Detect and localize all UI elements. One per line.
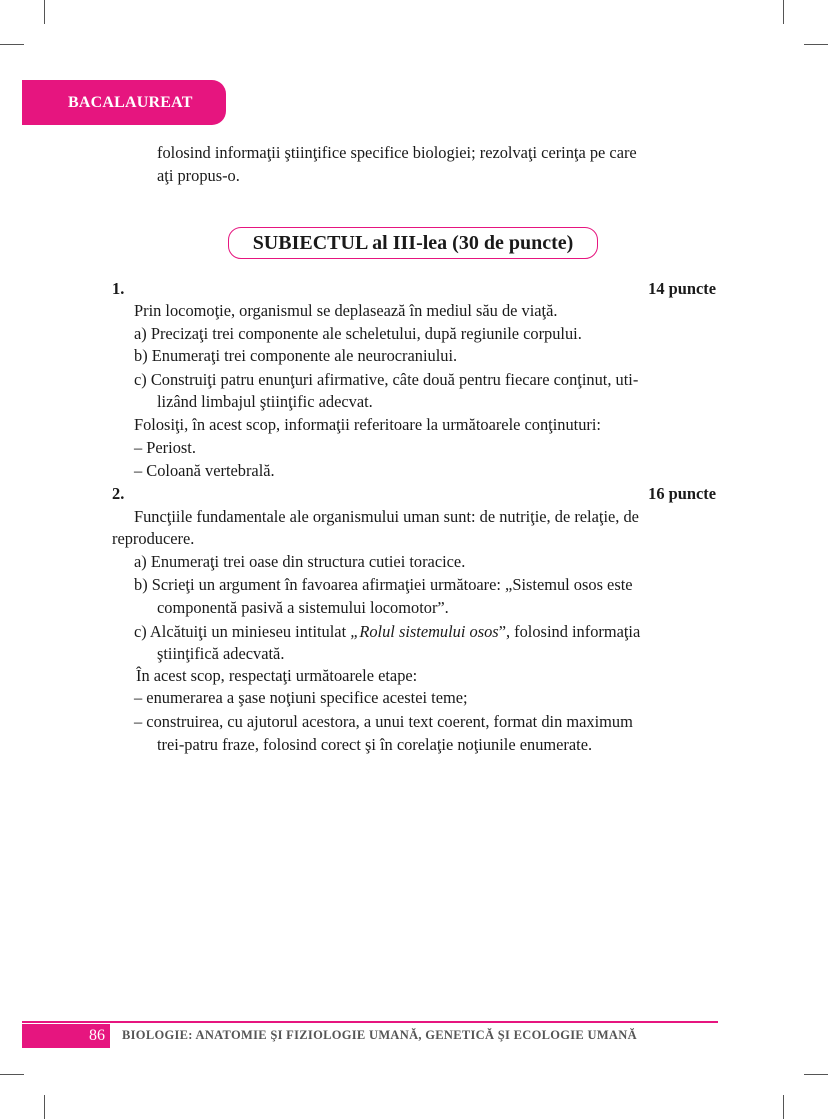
crop-mark [0, 1074, 24, 1075]
crop-mark [783, 0, 784, 24]
q2-dash-1: – enumerarea a şase noţiuni specifice acestei teme; [134, 688, 468, 707]
q1-item-a: a) Precizaţi trei componente ale scheletului, după regiunile corpului. [134, 324, 582, 343]
q2-item-c-pre: c) Alcătuiţi un minieseu intitulat [134, 622, 351, 641]
q1-item-c-line2: lizând limbajul ştiinţific adecvat. [157, 392, 373, 411]
section-badge: BACALAUREAT [22, 80, 226, 125]
q2-intro-line2: reproducere. [112, 529, 195, 548]
q1-number: 1. [112, 279, 125, 298]
crop-mark [0, 44, 24, 45]
q1-dash-1: – Periost. [134, 438, 196, 457]
q2-points: 16 puncte [648, 484, 716, 503]
q2-item-a: a) Enumeraţi trei oase din structura cutiei toracice. [134, 552, 466, 571]
q1-dash-2: – Coloană vertebrală. [134, 461, 275, 480]
footer-divider [22, 1021, 718, 1023]
q2-item-c-post: ”, folosind informaţia [498, 622, 641, 641]
q1-item-b: b) Enumeraţi trei componente ale neurocraniului. [134, 346, 458, 365]
q2-steps: În acest scop, respectaţi următoarele etape: [136, 666, 418, 685]
crop-mark [44, 1095, 45, 1119]
essay-title: „Rolul sistemului osos [350, 622, 499, 641]
book-title: BIOLOGIE: ANATOMIE ŞI FIZIOLOGIE UMANĂ, GENETICĂ ŞI ECOLOGIE UMANĂ [122, 1028, 637, 1042]
crop-mark [783, 1095, 784, 1119]
q2-item-b-line1: b) Scrieţi un argument în favoarea afirmaţiei următoare: „Sistemul osos este [134, 575, 633, 594]
intro-line-2: aţi propus-o. [157, 166, 240, 185]
q2-dash-2: – construirea, cu ajutorul acestora, a unui text coerent, format din maximum [134, 712, 633, 731]
q2-item-c-line1 [134, 621, 640, 643]
q2-intro-line1: Funcţiile fundamentale ale organismului uman sunt: de nutriţie, de relaţie, de [134, 507, 639, 526]
q2-item-b-line2: componentă pasivă a sistemului locomotor”. [157, 598, 449, 617]
q1-item-c-line1: c) Construiţi patru enunţuri afirmative, câte două pentru fiecare conţinut, uti- [134, 370, 639, 389]
crop-mark [44, 0, 45, 24]
q2-item-c-line2: ştiinţifică adecvată. [157, 644, 285, 663]
q1-intro: Prin locomoţie, organismul se deplasează în mediul său de viaţă. [134, 301, 558, 320]
q1-points: 14 puncte [648, 279, 716, 298]
page-number: 86 [22, 1024, 110, 1048]
crop-mark [804, 1074, 828, 1075]
q2-number: 2. [112, 484, 125, 503]
intro-line-1: folosind informaţii ştiinţifice specifice biologiei; rezolvaţi cerinţa pe care [157, 143, 637, 162]
q1-instructions: Folosiţi, în acest scop, informaţii referitoare la următoarele conţinuturi: [134, 415, 601, 434]
q2-dash-2-cont: trei-patru fraze, folosind corect şi în corelaţie noţiunile enumerate. [157, 735, 593, 754]
crop-mark [804, 44, 828, 45]
subject-title: SUBIECTUL al III-lea (30 de puncte) [228, 227, 598, 259]
